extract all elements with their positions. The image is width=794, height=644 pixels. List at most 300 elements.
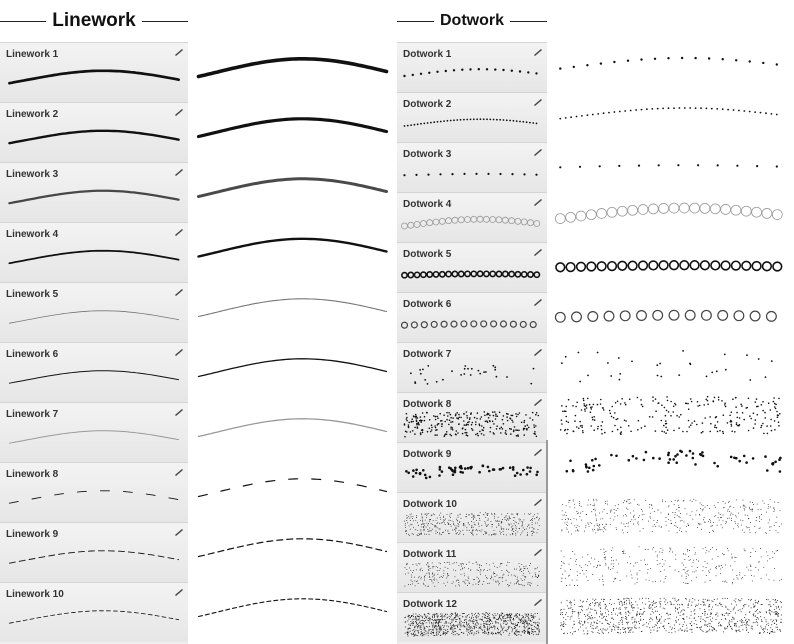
stroke-dot bbox=[736, 630, 737, 631]
stroke-dot bbox=[437, 532, 438, 533]
stroke-dot bbox=[498, 521, 499, 522]
stroke-dot bbox=[625, 514, 626, 515]
dotwork-brush-cell[interactable] bbox=[397, 542, 547, 592]
stroke-dot bbox=[486, 618, 487, 619]
stroke-dot bbox=[525, 576, 526, 577]
pencil-icon bbox=[174, 527, 184, 537]
stroke-dot bbox=[467, 424, 469, 426]
stroke-dot bbox=[502, 617, 503, 618]
stroke-dot bbox=[622, 622, 623, 623]
stroke-dot bbox=[648, 569, 649, 570]
stroke-dot bbox=[523, 630, 524, 631]
stroke-dot bbox=[511, 420, 513, 422]
stroke-dot bbox=[469, 417, 471, 419]
stroke-dot bbox=[462, 568, 463, 569]
stroke-dot bbox=[461, 621, 462, 622]
stroke-dot bbox=[466, 624, 467, 625]
stroke-dot bbox=[588, 467, 591, 470]
stroke-dot bbox=[401, 223, 407, 229]
stroke-dot bbox=[501, 527, 502, 528]
linework-brush-cell[interactable] bbox=[0, 42, 188, 102]
stroke-dot bbox=[509, 635, 510, 636]
stroke-dot bbox=[716, 370, 718, 372]
stroke-dot bbox=[523, 422, 525, 424]
stroke-dot bbox=[717, 525, 718, 526]
stroke-dot bbox=[515, 576, 516, 577]
stroke-dot bbox=[487, 515, 488, 516]
dotwork-brush-cell[interactable] bbox=[397, 392, 547, 442]
stroke-dot bbox=[525, 614, 526, 615]
stroke-dot bbox=[593, 429, 595, 431]
stroke-dot bbox=[495, 615, 496, 616]
stroke-dot bbox=[410, 625, 411, 626]
stroke-dot bbox=[628, 611, 629, 612]
stroke-dot bbox=[691, 422, 693, 424]
stroke-dot bbox=[449, 419, 451, 421]
stroke-dot bbox=[620, 609, 621, 610]
stroke-dot bbox=[705, 599, 706, 600]
stroke-dot bbox=[502, 467, 505, 470]
stroke-dot bbox=[434, 525, 435, 526]
dotwork-brush-cell[interactable] bbox=[397, 192, 547, 242]
stroke-dot bbox=[421, 534, 422, 535]
dotwork-brush-cell[interactable] bbox=[397, 592, 547, 642]
stroke-dot bbox=[628, 261, 637, 270]
stroke-dot bbox=[453, 581, 454, 582]
stroke-dot bbox=[625, 553, 626, 554]
stroke-dot bbox=[438, 634, 439, 635]
stroke-dot bbox=[605, 565, 606, 566]
stroke-dot bbox=[410, 431, 412, 433]
stroke-dot bbox=[660, 548, 661, 549]
stroke-dot bbox=[495, 520, 496, 521]
pencil-icon bbox=[174, 347, 184, 357]
stroke-dot bbox=[415, 621, 416, 622]
stroke-dot bbox=[562, 411, 564, 413]
stroke-dot bbox=[506, 433, 508, 435]
stroke-dot bbox=[578, 614, 579, 615]
stroke-dot bbox=[460, 569, 461, 570]
stroke-dot bbox=[719, 566, 720, 567]
stroke-dot bbox=[420, 419, 422, 421]
stroke-dot bbox=[755, 611, 756, 612]
stroke-dot bbox=[464, 365, 466, 367]
stroke-dot bbox=[595, 603, 596, 604]
stroke-dot bbox=[657, 108, 659, 110]
stroke-dot bbox=[495, 633, 496, 634]
stroke-dot bbox=[458, 523, 459, 524]
stroke-dot bbox=[436, 434, 438, 436]
stroke-dot bbox=[732, 261, 741, 270]
dotwork-brush-cell[interactable] bbox=[397, 92, 547, 142]
stroke-dot bbox=[747, 621, 748, 622]
stroke-dot bbox=[741, 405, 743, 407]
stroke-dot bbox=[432, 632, 433, 633]
stroke-dot bbox=[411, 633, 412, 634]
stroke-dot bbox=[668, 615, 669, 616]
stroke-dot bbox=[517, 613, 518, 614]
stroke-dot bbox=[489, 569, 490, 570]
stroke-dot bbox=[693, 562, 694, 563]
stroke-dot bbox=[445, 585, 446, 586]
stroke-dot bbox=[704, 611, 705, 612]
stroke-dot bbox=[451, 513, 452, 514]
stroke-dot bbox=[538, 627, 539, 628]
stroke-dot bbox=[468, 577, 469, 578]
dotwork-brush-cell[interactable] bbox=[397, 292, 547, 342]
stroke-dot bbox=[657, 520, 658, 521]
stroke-dot bbox=[667, 461, 670, 464]
stroke-dot bbox=[434, 578, 435, 579]
stroke-dot bbox=[629, 627, 630, 628]
stroke-dot bbox=[474, 633, 475, 634]
stroke-dot bbox=[468, 632, 469, 633]
stroke-dot bbox=[506, 617, 507, 618]
stroke-dot bbox=[569, 564, 570, 565]
stroke-dot bbox=[679, 604, 680, 605]
stroke-dot bbox=[639, 261, 648, 270]
dotwork-brush-cell[interactable] bbox=[397, 42, 547, 92]
stroke-dot bbox=[405, 617, 406, 618]
stroke-dot bbox=[447, 618, 448, 619]
stroke-dot bbox=[746, 630, 747, 631]
stroke-dot bbox=[682, 604, 683, 605]
stroke-dot bbox=[476, 529, 477, 530]
stroke-dot bbox=[711, 108, 713, 110]
stroke-dot bbox=[488, 470, 491, 473]
stroke-dot bbox=[429, 619, 430, 620]
stroke-dot bbox=[501, 514, 502, 515]
stroke-dot bbox=[561, 423, 563, 425]
stroke-dot bbox=[509, 614, 510, 615]
stroke-dot bbox=[524, 626, 525, 627]
stroke-dot bbox=[687, 551, 688, 552]
stroke-dot bbox=[725, 619, 726, 620]
stroke-dot bbox=[713, 601, 714, 602]
stroke-dot bbox=[623, 632, 624, 633]
stroke-dot bbox=[448, 530, 449, 531]
stroke-dot bbox=[485, 615, 486, 616]
stroke-dot bbox=[525, 621, 526, 622]
stroke-dot bbox=[450, 614, 451, 615]
stroke-dot bbox=[589, 526, 590, 527]
stroke-dot bbox=[716, 630, 717, 631]
stroke-dot bbox=[437, 570, 438, 571]
stroke-dot bbox=[702, 570, 703, 571]
linework-brush-cell[interactable] bbox=[0, 462, 188, 522]
stroke-dot bbox=[572, 627, 573, 628]
stroke-dot bbox=[447, 574, 448, 575]
stroke-dot bbox=[774, 568, 775, 569]
stroke-dot bbox=[734, 311, 744, 321]
stroke-dot bbox=[426, 626, 427, 627]
stroke-dot bbox=[731, 520, 732, 521]
stroke-dot bbox=[429, 617, 430, 618]
stroke-dot bbox=[437, 626, 438, 627]
stroke-dot bbox=[674, 598, 675, 599]
stroke-dot bbox=[744, 617, 745, 618]
stroke-dot bbox=[648, 521, 649, 522]
stroke-dot bbox=[674, 403, 676, 405]
linework-brush-cell[interactable] bbox=[0, 162, 188, 222]
stroke-dot bbox=[743, 622, 744, 623]
stroke-dot bbox=[661, 623, 662, 624]
stroke-dot bbox=[692, 457, 695, 460]
stroke-dot bbox=[599, 579, 600, 580]
stroke-dot bbox=[503, 618, 504, 619]
stroke-dot bbox=[747, 515, 748, 516]
pencil-icon bbox=[174, 107, 184, 117]
stroke-dot bbox=[428, 569, 429, 570]
linework-brush-cell[interactable] bbox=[0, 342, 188, 402]
stroke-dot bbox=[602, 511, 603, 512]
stroke-dot bbox=[681, 610, 682, 611]
stroke-dot bbox=[451, 629, 452, 630]
stroke-dot bbox=[711, 600, 712, 601]
stroke-dot bbox=[485, 533, 486, 534]
stroke-dot bbox=[509, 218, 515, 224]
stroke-dot bbox=[764, 417, 766, 419]
stroke-dot bbox=[611, 564, 612, 565]
stroke-dot bbox=[442, 614, 443, 615]
stroke-dot bbox=[682, 614, 683, 615]
stroke-dot bbox=[656, 364, 658, 366]
stroke-dot bbox=[734, 625, 735, 626]
stroke-dot bbox=[627, 532, 628, 533]
linework-brush-cell[interactable] bbox=[0, 282, 188, 342]
stroke-dot bbox=[524, 529, 525, 530]
stroke-dot bbox=[674, 517, 675, 518]
stroke-dot bbox=[529, 573, 530, 574]
stroke-dot bbox=[709, 519, 710, 520]
stroke-dot bbox=[687, 523, 688, 524]
stroke-dot bbox=[450, 417, 452, 419]
linework-brush-cell[interactable] bbox=[0, 102, 188, 162]
stroke-dot bbox=[593, 505, 594, 506]
stroke-dot bbox=[574, 600, 575, 601]
stroke-dot bbox=[631, 598, 632, 599]
stroke-dot bbox=[622, 530, 623, 531]
stroke-dot bbox=[419, 533, 420, 534]
stroke-dot bbox=[447, 120, 449, 122]
stroke-dot bbox=[725, 565, 726, 566]
stroke-dot bbox=[533, 634, 534, 635]
stroke-dot bbox=[686, 576, 687, 577]
linework-brush-cell[interactable] bbox=[0, 222, 188, 282]
stroke-dot bbox=[759, 632, 760, 633]
stroke-dot bbox=[440, 519, 441, 520]
stroke-dot bbox=[572, 609, 573, 610]
stroke-dot bbox=[482, 616, 483, 617]
stroke-dot bbox=[494, 626, 495, 627]
stroke-dot bbox=[451, 469, 454, 472]
stroke-dot bbox=[485, 627, 486, 628]
stroke-dot bbox=[537, 513, 538, 514]
stroke-dot bbox=[623, 599, 624, 600]
stroke-dot bbox=[529, 470, 532, 473]
stroke-dot bbox=[407, 563, 408, 564]
stroke-dot bbox=[515, 533, 516, 534]
stroke-dot bbox=[455, 615, 456, 616]
stroke-dot bbox=[696, 424, 698, 426]
stroke-dot bbox=[471, 630, 472, 631]
stroke-dot bbox=[527, 630, 528, 631]
stroke-dot bbox=[406, 533, 407, 534]
stroke-dot bbox=[479, 423, 481, 425]
stroke-dot bbox=[690, 261, 699, 270]
stroke-dot bbox=[408, 272, 413, 277]
stroke-dot bbox=[590, 504, 591, 505]
stroke-dot bbox=[414, 124, 416, 126]
stroke-dot bbox=[495, 623, 496, 624]
stroke-dot bbox=[578, 352, 580, 354]
stroke-dot bbox=[704, 625, 705, 626]
stroke-dot bbox=[471, 521, 472, 522]
stroke-dot bbox=[431, 427, 433, 429]
stroke-dot bbox=[665, 599, 666, 600]
stroke-dot bbox=[404, 423, 406, 425]
stroke-dot bbox=[730, 424, 732, 426]
pencil-icon bbox=[174, 167, 184, 177]
stroke-dot bbox=[413, 634, 414, 635]
stroke-dot bbox=[455, 528, 456, 529]
stroke-dot bbox=[428, 523, 429, 524]
stroke-dot bbox=[503, 534, 504, 535]
linework-brush-cell[interactable] bbox=[0, 582, 188, 642]
stroke-dot bbox=[495, 621, 496, 622]
stroke-dot bbox=[642, 406, 644, 408]
stroke-dot bbox=[565, 571, 566, 572]
stroke-dot bbox=[416, 563, 417, 564]
stroke-dot bbox=[517, 514, 518, 515]
stroke-dot bbox=[641, 427, 643, 429]
stroke-dot bbox=[492, 514, 493, 515]
stroke-dot bbox=[668, 623, 669, 624]
stroke-dot bbox=[414, 382, 416, 384]
stroke-dot bbox=[447, 522, 448, 523]
stroke-dot bbox=[427, 122, 429, 124]
stroke-dot bbox=[464, 613, 465, 614]
stroke-dot bbox=[736, 412, 738, 414]
stroke-dot bbox=[469, 629, 470, 630]
stroke-dot bbox=[582, 602, 583, 603]
stroke-dot bbox=[664, 582, 665, 583]
stroke-dot bbox=[526, 615, 527, 616]
stroke-dot bbox=[514, 517, 515, 518]
stroke-dot bbox=[577, 575, 578, 576]
stroke-dot bbox=[512, 630, 513, 631]
stroke-dot bbox=[710, 204, 720, 214]
stroke-dot bbox=[459, 533, 460, 534]
stroke-dot bbox=[644, 560, 645, 561]
stroke-dot bbox=[763, 433, 765, 435]
stroke-dot bbox=[410, 520, 411, 521]
brush-thumbnail bbox=[397, 409, 547, 441]
stroke-dot bbox=[677, 532, 678, 533]
stroke-dot bbox=[439, 528, 440, 529]
stroke-dot bbox=[641, 560, 642, 561]
stroke-dot bbox=[584, 614, 585, 615]
stroke-dot bbox=[420, 615, 421, 616]
stroke-dot bbox=[651, 505, 652, 506]
stroke-dot bbox=[463, 525, 464, 526]
stroke-dot bbox=[407, 522, 408, 523]
stroke-dot bbox=[495, 613, 496, 614]
stroke-dot bbox=[515, 521, 516, 522]
stroke-dot bbox=[496, 575, 497, 576]
stroke-dot bbox=[453, 119, 455, 121]
dotwork-brush-cell[interactable] bbox=[397, 342, 547, 392]
stroke-dot bbox=[453, 632, 454, 633]
stroke-dot bbox=[605, 558, 606, 559]
stroke-dot bbox=[745, 515, 746, 516]
stroke-dot bbox=[534, 426, 536, 428]
dotwork-brush-cell[interactable] bbox=[397, 242, 547, 292]
stroke-dot bbox=[767, 433, 769, 435]
stroke-dot bbox=[427, 174, 429, 176]
stroke-dot bbox=[486, 563, 487, 564]
dotwork-brush-cell[interactable] bbox=[397, 442, 547, 492]
stroke-preview bbox=[548, 242, 794, 292]
stroke-dot bbox=[750, 570, 751, 571]
stroke-dot bbox=[672, 598, 673, 599]
stroke-dot bbox=[429, 531, 430, 532]
stroke-dot bbox=[609, 624, 610, 625]
stroke-dot bbox=[692, 571, 693, 572]
stroke-dot bbox=[470, 570, 471, 571]
stroke-dot bbox=[418, 630, 419, 631]
stroke-dot bbox=[482, 584, 483, 585]
stroke-dot bbox=[565, 416, 567, 418]
stroke-dot bbox=[581, 609, 582, 610]
stroke-dot bbox=[725, 406, 727, 408]
stroke-dot bbox=[604, 509, 605, 510]
stroke-dot bbox=[434, 580, 435, 581]
stroke-dot bbox=[587, 375, 589, 377]
stroke-dot bbox=[532, 419, 534, 421]
dotwork-brush-cell[interactable] bbox=[397, 142, 547, 192]
stroke-dot bbox=[410, 570, 411, 571]
linework-brush-cell[interactable] bbox=[0, 402, 188, 462]
stroke-dot bbox=[510, 621, 511, 622]
stroke-dot bbox=[439, 619, 440, 620]
stroke-dot bbox=[734, 557, 735, 558]
stroke-dot bbox=[440, 568, 441, 569]
stroke-dot bbox=[605, 551, 606, 552]
stroke-dot bbox=[488, 629, 489, 630]
stroke-dot bbox=[491, 513, 492, 514]
stroke-dot bbox=[477, 412, 479, 414]
stroke-dot bbox=[474, 524, 475, 525]
brush-name: Dotwork 10 bbox=[403, 499, 457, 510]
stroke-dot bbox=[482, 620, 483, 621]
stroke-dot bbox=[780, 630, 781, 631]
stroke-dot bbox=[420, 569, 421, 570]
stroke-dot bbox=[559, 118, 561, 120]
stroke-dot bbox=[571, 616, 572, 617]
stroke-dot bbox=[515, 535, 516, 536]
linework-brush-cell[interactable] bbox=[0, 522, 188, 582]
stroke-dot bbox=[721, 204, 731, 214]
stroke-dot bbox=[428, 635, 429, 636]
stroke-dot bbox=[611, 406, 613, 408]
stroke-dot bbox=[677, 501, 678, 502]
dotwork-brush-cell[interactable] bbox=[397, 492, 547, 542]
stroke-dot bbox=[705, 547, 706, 548]
stroke-dot bbox=[534, 518, 535, 519]
stroke-dot bbox=[675, 461, 678, 464]
stroke-dot bbox=[755, 605, 756, 606]
